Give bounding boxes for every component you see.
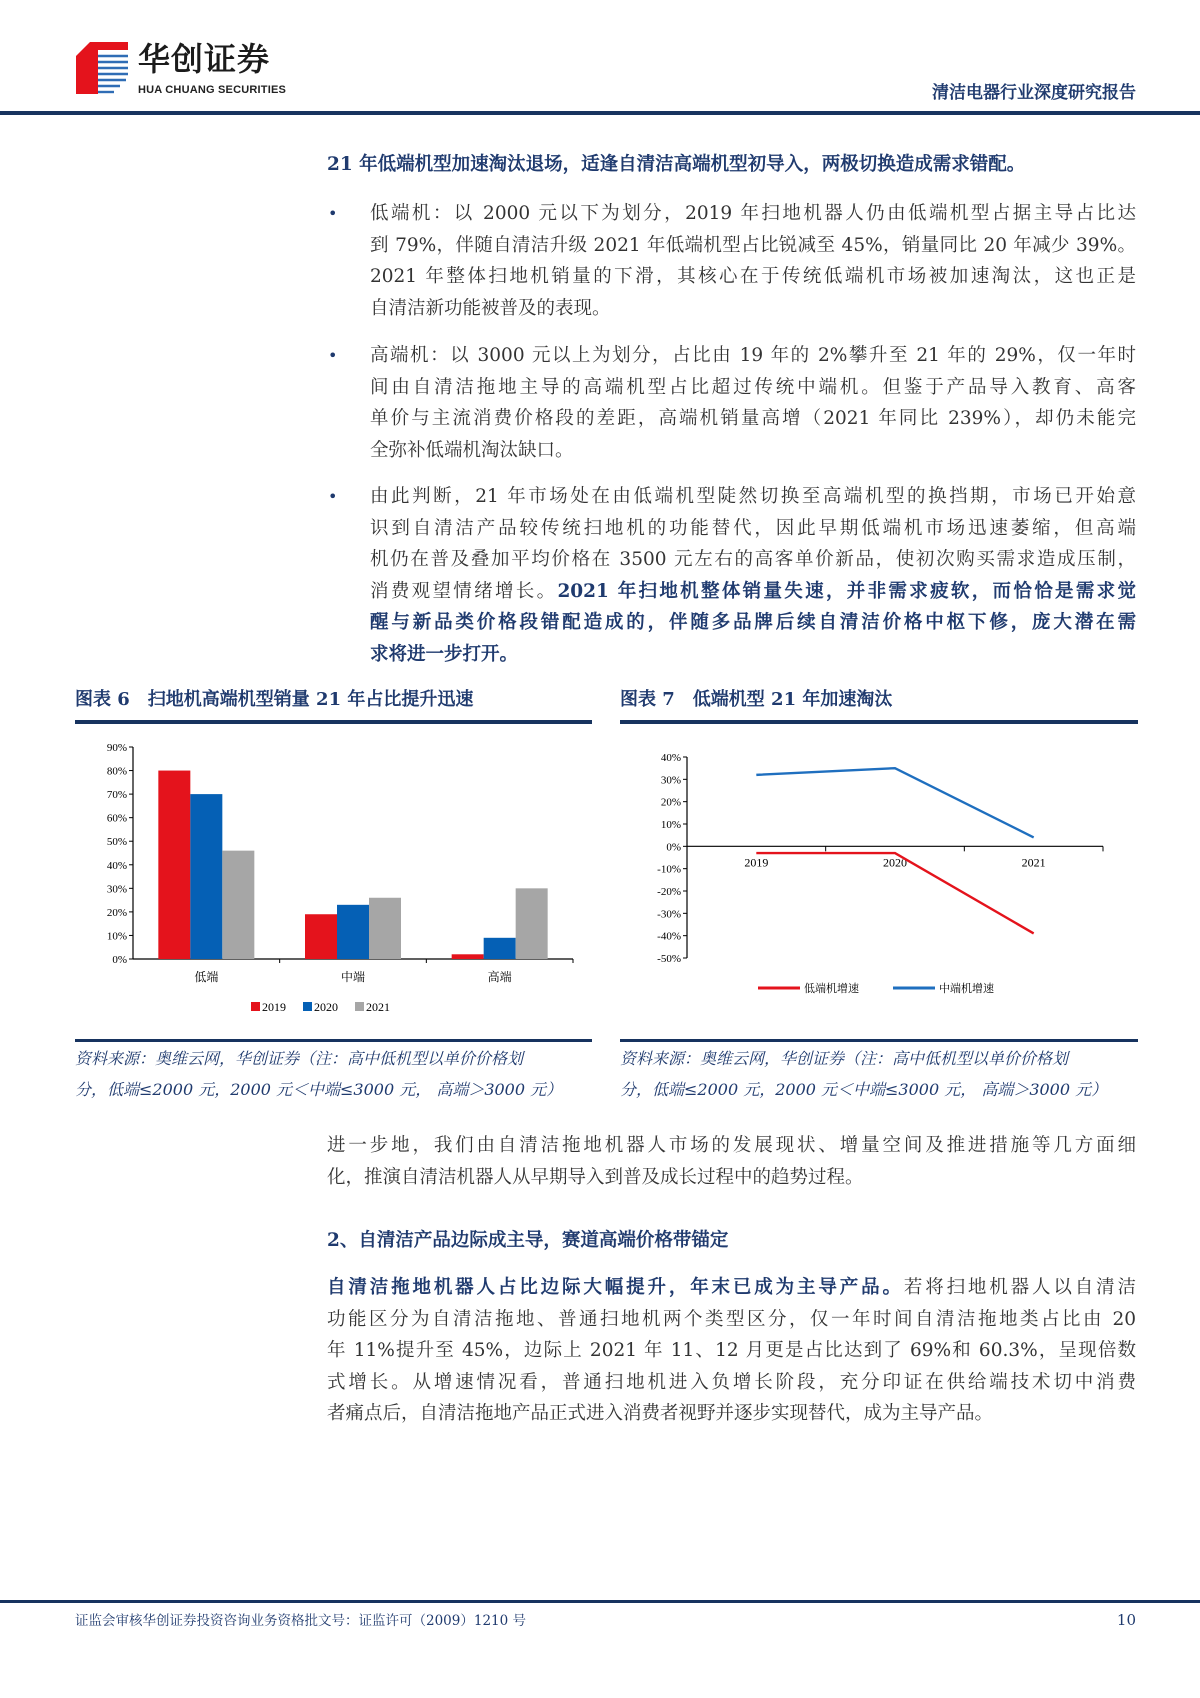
text-normal: 若将扫地机器人以自清洁 <box>903 1277 1136 1298</box>
logo-text-cn: 华创证券 <box>138 40 271 78</box>
y-tick-label: 30% <box>106 883 127 896</box>
bar-2019-1 <box>305 914 337 959</box>
text-line: 全弥补低端机淘汰缺口。 <box>370 439 574 461</box>
source-line: 分，低端≤2000 元，2000 元＜中端≤3000 元， 高端＞3000 元） <box>75 1080 563 1099</box>
figure-7-source <box>620 1043 1138 1105</box>
text-line: 到 79%，伴随自清洁升级 2021 年低端机型占比锐减至 45%，销量同比 20 年减少 39%。 <box>370 234 1136 256</box>
bar-2020-0 <box>190 794 222 959</box>
bar-2019-0 <box>158 771 190 959</box>
x-tick-label: 低端 <box>194 970 219 984</box>
x-tick-label: 2019 <box>744 855 769 870</box>
text-line <box>327 1272 1136 1304</box>
bullet-icon: • <box>328 487 338 506</box>
lead-heading: 21 年低端机型加速淘汰退场，适逢自清洁高端机型初导入，两极切换造成需求错配。 <box>327 154 1026 175</box>
line-chart-growth <box>620 730 1138 1030</box>
page-number: 10 <box>1116 1611 1136 1629</box>
figure-6-top-rule <box>75 720 592 724</box>
y-tick-label: 50% <box>106 836 127 849</box>
bullet-paragraph-low-end <box>370 198 1136 324</box>
y-tick-label: 0% <box>112 954 127 966</box>
y-tick-label: 70% <box>106 789 127 802</box>
bullet-icon: • <box>328 346 338 365</box>
text-line: 功能区分为自清洁拖地、普通扫地机两个类型区分，仅一年时间自清洁拖地类占比由 20 <box>327 1308 1136 1330</box>
y-tick-label: 10% <box>106 930 127 943</box>
source-line: 资料来源：奥维云网，华创证券（注：高中低机型以单价价格划 <box>75 1049 524 1068</box>
figure-7-bottom-rule <box>620 1039 1138 1042</box>
text-line: 识到自清洁产品较传统扫地机的功能替代，因此早期低端机市场迅速萎缩，但高端 <box>370 517 1136 539</box>
figure-6-source <box>75 1043 592 1105</box>
legend-swatch-2021 <box>355 1002 364 1011</box>
bar-2019-2 <box>452 954 484 959</box>
bar-2021-0 <box>222 851 254 959</box>
legend-label: 中端机增速 <box>939 983 994 995</box>
text-line: 机仍在普及叠加平均价格在 3500 元左右的高客单价新品，使初次购买需求造成压制， <box>370 549 1136 571</box>
figure-7-title: 图表 7 低端机型 21 年加速淘汰 <box>620 689 893 710</box>
bullet-paragraph-conclusion <box>370 481 1136 671</box>
text-line-emphasis: 醒与新品类价格段错配造成的，伴随多品牌后续自清洁价格中枢下修，庞大潜在需 <box>370 612 1136 634</box>
text-line: 进一步地，我们由自清洁拖地机器人市场的发展现状、增量空间及推进措施等几方面细 <box>327 1135 1136 1156</box>
y-tick-label: 40% <box>106 859 127 872</box>
text-line: 高端机：以 3000 元以上为划分，占比由 19 年的 2%攀升至 21 年的 29%，仅一年时 <box>370 345 1136 366</box>
text-line: 2021 年整体扫地机销量的下滑，其核心在于传统低端机市场被加速淘汰，这也正是 <box>370 266 1136 288</box>
x-tick-label: 中端 <box>340 970 366 984</box>
figure-6-bottom-rule <box>75 1039 592 1042</box>
text-line: 间由自清洁拖地主导的高端机型占比超过传统中端机。但鉴于产品导入教育、高客 <box>370 376 1136 398</box>
x-tick-label: 2020 <box>883 855 907 870</box>
company-logo <box>76 40 326 102</box>
source-line: 资料来源：奥维云网，华创证券（注：高中低机型以单价价格划 <box>620 1049 1069 1068</box>
legend-label: 2020 <box>314 1000 338 1014</box>
line-中端机增速 <box>756 768 1033 837</box>
bullet-paragraph-high-end <box>370 340 1136 466</box>
bar-2020-1 <box>337 905 369 959</box>
y-tick-label: 10% <box>660 819 681 831</box>
source-line: 分，低端≤2000 元，2000 元＜中端≤3000 元， 高端＞3000 元） <box>620 1080 1108 1099</box>
legend-swatch-2019 <box>251 1002 260 1011</box>
y-tick-label: 60% <box>106 812 127 825</box>
y-tick-label: 90% <box>106 742 127 754</box>
y-tick-label: -40% <box>657 930 681 943</box>
y-tick-label: 30% <box>660 774 681 787</box>
text-line <box>370 576 1136 608</box>
bullet-icon: • <box>328 204 338 223</box>
y-tick-label: -20% <box>657 886 681 898</box>
bar-2020-2 <box>484 938 516 959</box>
y-tick-label: 40% <box>660 752 681 764</box>
x-tick-label: 高端 <box>487 970 512 984</box>
y-tick-label: 20% <box>106 906 127 919</box>
text-line: 自清洁新功能被普及的表现。 <box>370 297 611 319</box>
text-normal: 消费观望情绪增长。 <box>370 580 558 602</box>
text-line: 低端机：以 2000 元以下为划分，2019 年扫地机器人仍由低端机型占据主导占比达 <box>370 203 1136 224</box>
y-tick-label: 20% <box>660 796 681 809</box>
y-tick-label: -30% <box>657 908 681 921</box>
x-tick-label: 2021 <box>1021 855 1046 870</box>
text-line: 式增长。从增速情况看，普通扫地机进入负增长阶段，充分印证在供给端技术切中消费 <box>327 1371 1136 1393</box>
footer-license: 证监会审核华创证券投资咨询业务资格批文号：证监许可（2009）1210 号 <box>75 1613 527 1629</box>
section-heading: 2、自清洁产品边际成主导，赛道高端价格带锚定 <box>327 1230 729 1251</box>
y-tick-label: -10% <box>657 863 681 876</box>
paragraph-self-cleaning <box>327 1272 1136 1430</box>
bar-2021-2 <box>516 888 548 959</box>
y-tick-label: -50% <box>657 953 681 965</box>
legend-label: 低端机增速 <box>804 983 859 995</box>
bar-chart-share-by-tier <box>75 730 592 1030</box>
legend-label: 2019 <box>262 1000 286 1014</box>
paragraph-next-steps <box>327 1130 1136 1193</box>
text-line: 者痛点后，自清洁拖地产品正式进入消费者视野并逐步实现替代，成为主导产品。 <box>327 1403 994 1425</box>
y-tick-label: 80% <box>106 765 127 778</box>
text-line: 化，推演自清洁机器人从早期导入到普及成长过程中的趋势过程。 <box>327 1166 864 1188</box>
text-line: 单价与主流消费价格段的差距，高端机销量高增（2021 年同比 239%），却仍未能完 <box>370 408 1136 430</box>
text-line: 年 11%提升至 45%，边际上 2021 年 11、12 月更是占比达到了 69%和 60.3%，呈现倍数 <box>327 1340 1136 1362</box>
header-divider <box>0 111 1200 115</box>
text-line: 由此判断，21 年市场处在由低端机型陡然切换至高端机型的换挡期，市场已开始意 <box>370 486 1136 507</box>
figure-6-title: 图表 6 扫地机高端机型销量 21 年占比提升迅速 <box>75 689 474 710</box>
y-tick-label: 0% <box>666 841 681 854</box>
text-line-emphasis: 求将进一步打开。 <box>370 643 519 665</box>
bar-2021-1 <box>369 898 401 959</box>
logo-text-en: HUA CHUANG SECURITIES <box>138 84 287 96</box>
footer-divider <box>0 1600 1200 1603</box>
report-title: 清洁电器行业深度研究报告 <box>932 83 1136 103</box>
figure-7-top-rule <box>620 720 1138 724</box>
text-emphasis: 2021 年扫地机整体销量失速，并非需求疲软，而恰恰是需求觉 <box>557 580 1136 602</box>
legend-label: 2021 <box>366 1000 390 1014</box>
text-emphasis: 自清洁拖地机器人占比边际大幅提升，年末已成为主导产品。 <box>327 1277 904 1298</box>
logo-mark-icon <box>76 42 128 94</box>
legend-swatch-2020 <box>303 1002 312 1011</box>
